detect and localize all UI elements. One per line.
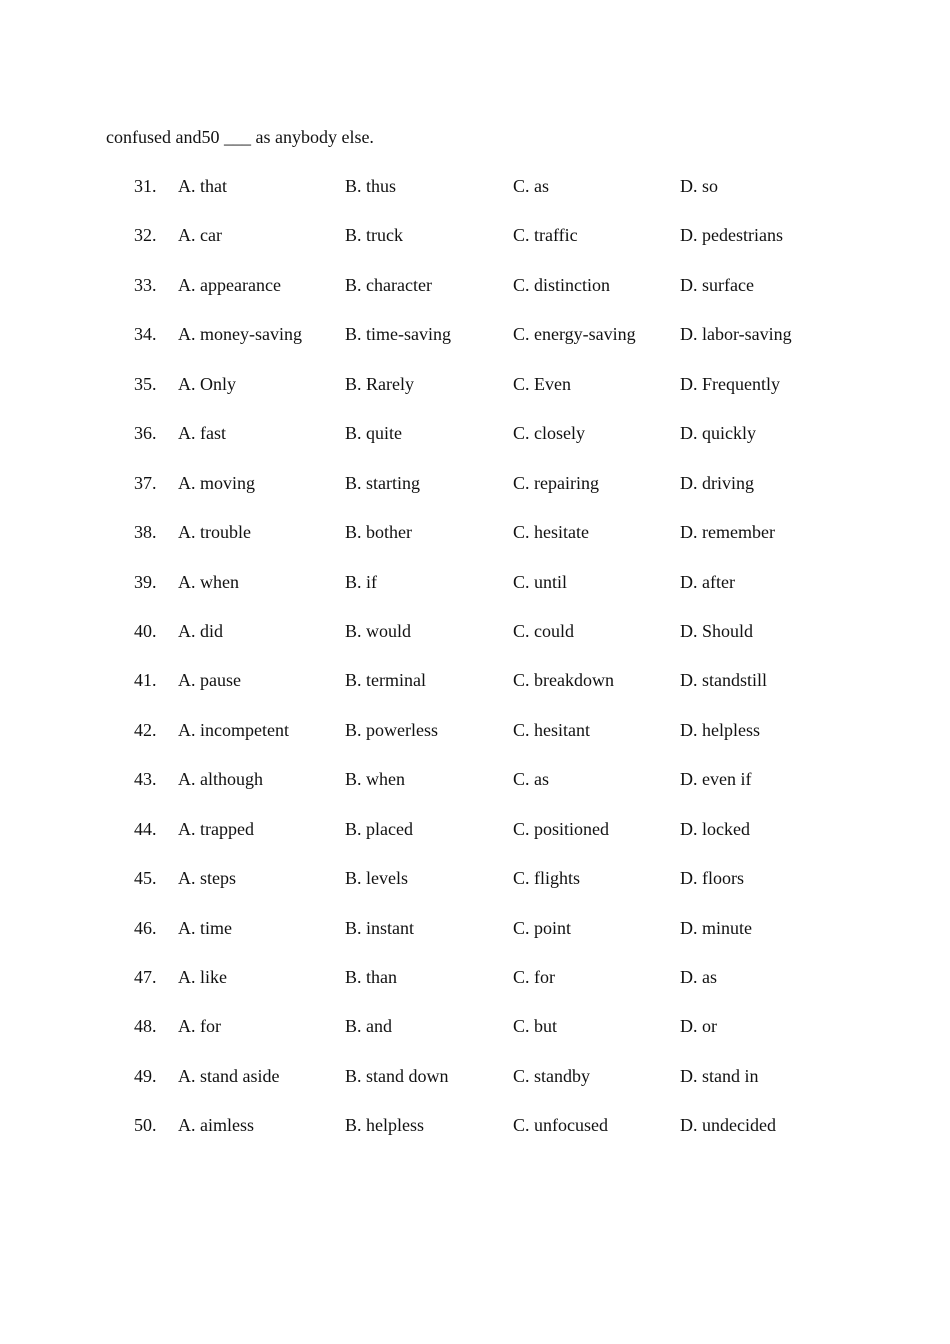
option-a: A. fast [178,423,226,444]
option-d: D. quickly [680,423,756,444]
question-number: 41. [134,670,157,691]
option-d: D. floors [680,868,744,889]
question-row [0,223,950,272]
option-b: B. character [345,274,432,295]
option-c: C. as [513,176,549,196]
option-c: C. distinction [513,274,611,295]
option-c: C. repairing [513,472,599,493]
option-a: A. that [178,176,227,196]
option-b: B. would [345,620,412,641]
option-b: B. stand down [345,1065,449,1086]
option-d: D. Should [680,620,754,641]
question-row [0,1064,950,1113]
passage-fragment: confused and50 ___ as anybody else. [106,127,374,147]
question-row [0,965,950,1014]
question-row [0,817,950,866]
question-number: 48. [134,1016,157,1037]
question-row [0,718,950,767]
option-c: C. standby [513,1065,591,1086]
option-a: A. pause [178,670,241,691]
question-row [0,619,950,668]
question-number: 38. [134,522,157,543]
option-d: D. helpless [680,719,760,740]
option-b: B. levels [345,868,408,889]
option-c: C. hesitate [513,522,589,543]
question-row [0,520,950,569]
option-d: D. undecided [680,1115,776,1136]
option-d: D. remember [680,522,775,543]
option-d: D. even if [680,769,752,790]
option-c: C. point [513,917,572,938]
option-d: D. minute [680,917,752,938]
option-a: A. money-saving [178,324,302,345]
question-row [0,1113,950,1162]
question-number: 47. [134,967,157,987]
option-a: A. incompetent [178,719,289,740]
option-c: C. unfocused [513,1115,608,1136]
option-b: B. starting [345,472,420,493]
option-b: B. bother [345,522,412,543]
question-row [0,916,950,965]
question-row [0,570,950,619]
option-b: B. truck [345,225,403,246]
question-number: 31. [134,176,157,196]
option-c: C. hesitant [513,719,590,740]
option-a: A. like [178,967,227,987]
question-row [0,273,950,322]
question-number: 45. [134,868,157,889]
question-row [0,174,950,223]
question-number: 43. [134,769,157,790]
option-b: B. placed [345,818,413,839]
question-number: 39. [134,571,157,592]
option-a: A. steps [178,868,236,889]
question-row [0,322,950,371]
question-number: 36. [134,423,157,444]
option-d: D. Frequently [680,373,780,394]
option-b: B. powerless [345,719,438,740]
option-b: B. time-saving [345,324,451,345]
option-c: C. traffic [513,225,578,246]
option-a: A. stand aside [178,1065,280,1086]
question-number: 32. [134,225,157,246]
option-a: A. Only [178,373,236,394]
question-row [0,668,950,717]
option-b: B. than [345,967,397,987]
option-b: B. if [345,571,378,592]
question-number: 46. [134,917,157,938]
question-row [0,421,950,470]
option-b: B. quite [345,423,402,444]
question-row [0,372,950,421]
option-b: B. helpless [345,1115,424,1136]
option-a: A. moving [178,472,256,493]
question-row [0,767,950,816]
option-a: A. when [178,571,239,592]
option-a: A. did [178,620,223,641]
option-c: C. could [513,620,574,641]
option-c: C. flights [513,868,581,889]
option-d: D. after [680,571,735,592]
option-a: A. time [178,917,232,938]
option-d: D. stand in [680,1065,759,1086]
question-number: 33. [134,274,157,295]
option-a: A. appearance [178,274,281,295]
question-row [0,471,950,520]
option-d: D. locked [680,818,750,839]
option-c: C. energy-saving [513,324,636,345]
question-number: 34. [134,324,157,345]
question-number: 37. [134,472,157,493]
option-c: C. for [513,967,555,987]
option-d: D. driving [680,472,754,493]
question-number: 44. [134,818,157,839]
option-b: B. when [345,769,405,790]
option-b: B. terminal [345,670,426,691]
option-c: C. breakdown [513,670,614,691]
option-a: A. trouble [178,522,251,543]
question-number: 35. [134,373,157,394]
question-number: 50. [134,1115,157,1136]
option-a: A. for [178,1016,221,1037]
option-a: A. aimless [178,1115,254,1136]
option-d: D. surface [680,274,754,295]
option-d: D. so [680,176,719,196]
question-row [0,866,950,915]
option-c: C. as [513,769,549,790]
option-d: D. or [680,1016,717,1037]
question-number: 49. [134,1065,157,1086]
option-c: C. closely [513,423,585,444]
option-b: B. instant [345,917,415,938]
option-d: D. pedestrians [680,225,783,246]
question-number: 42. [134,719,157,740]
option-b: B. thus [345,176,397,196]
question-list [0,174,950,1163]
question-row [0,1014,950,1063]
option-c: C. positioned [513,818,610,839]
option-b: B. and [345,1016,392,1037]
option-d: D. labor-saving [680,324,792,345]
option-a: A. car [178,225,222,246]
option-b: B. Rarely [345,373,414,394]
option-d: D. standstill [680,670,768,691]
option-a: A. although [178,769,263,790]
option-a: A. trapped [178,818,254,839]
option-c: C. Even [513,373,571,394]
option-d: D. as [680,967,717,987]
option-c: C. until [513,571,568,592]
question-number: 40. [134,620,157,641]
option-c: C. but [513,1016,558,1037]
